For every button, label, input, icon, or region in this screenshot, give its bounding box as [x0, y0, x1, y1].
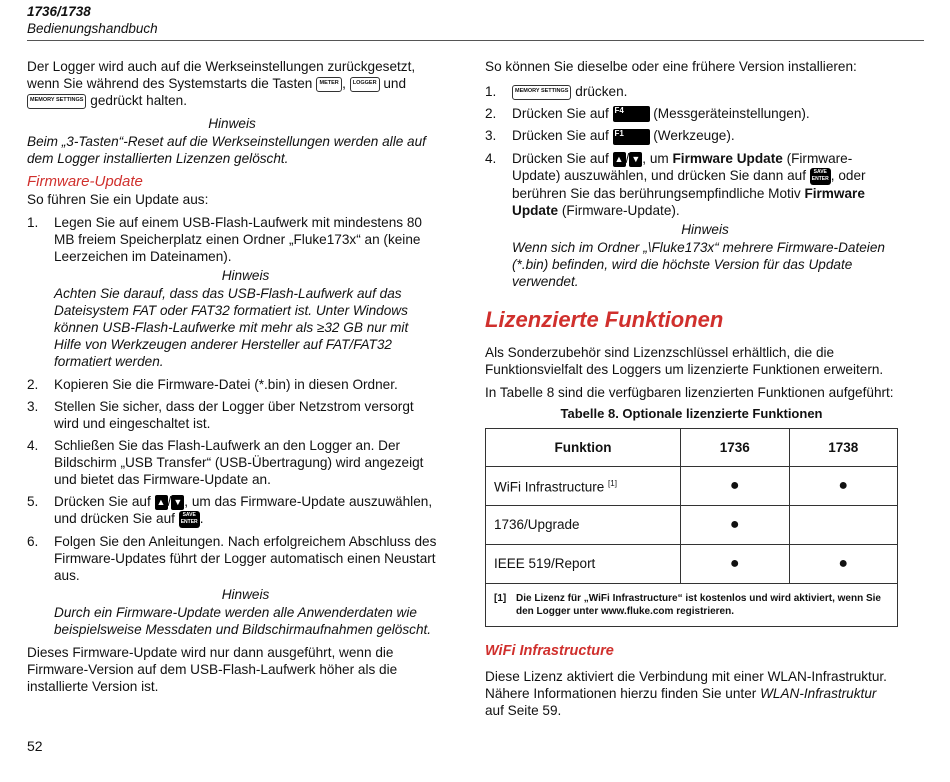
down-arrow-key-icon: ▼: [171, 495, 184, 510]
f1-key-icon: F1: [613, 129, 650, 145]
logger-key-icon: LOGGER: [350, 77, 380, 92]
header-model: 1736/1738: [27, 4, 91, 19]
table-row: WiFi Infrastructure [1] ● ●: [486, 466, 898, 505]
list-item: 4. Drücken Sie auf ▲ / ▼ , um Firmware Update (Firmware-Update) auszuwählen, und drücken Sie dann auf SAVE ENTER , oder berühren Sie das berührungsempfindliche Motiv Firmware Update (Firmware-Update). Hinweis Wenn sich im Ordner „\Fluke173x“ mehrere Firmware-Dateien (*.bin) befinden, wird die höchste Version für das Update verwendet.: [485, 150, 898, 290]
up-arrow-key-icon: ▲: [613, 152, 626, 167]
firmware-outro: Dieses Firmware-Update wird nur dann ausgeführt, wenn die Firmware-Version auf dem USB-Flash-Laufwerk höher als die installierte Version ist.: [27, 644, 398, 694]
license-table: [485, 428, 898, 584]
save-enter-key-icon: SAVE ENTER: [179, 511, 200, 528]
wifi-reference-link[interactable]: WLAN-Infrastruktur: [760, 685, 877, 701]
table-footnote: [1] Die Lizenz für „WiFi Infrastructure“ ist kostenlos und wird aktiviert, wenn Sie den Logger unter www.fluke.com registrieren.: [485, 584, 898, 627]
license-paragraph-1: Als Sonderzubehör sind Lizenzschlüssel erhältlich, die die Funktionsvielfalt des Loggers um lizenzierte Funktionen erweitern.: [485, 344, 884, 377]
header-subtitle: Bedienungshandbuch: [27, 21, 158, 36]
install-intro: So können Sie dieselbe oder eine frühere Version installieren:: [485, 59, 857, 74]
list-item: 1. MEMORY SETTINGS drücken.: [485, 84, 628, 99]
note-data-loss: Durch ein Firmware-Update werden alle Anwenderdaten wie beispielsweise Messdaten und Bildschirmaufnahmen gelöscht.: [54, 604, 432, 637]
section-title-firmware-update: Firmware-Update: [27, 173, 143, 190]
wifi-paragraph: Diese Lizenz aktiviert die Verbindung mit einer WLAN-Infrastruktur. Nähere Informationen hierzu finden Sie unter WLAN-Infrastruktur auf Seite 59.: [485, 668, 887, 718]
page-header: [27, 3, 924, 41]
list-item: 3. Drücken Sie auf F1 (Werkzeuge).: [485, 128, 735, 144]
availability-dot: ●: [789, 466, 898, 505]
up-arrow-key-icon: ▲: [155, 495, 168, 510]
list-item: 3. Stellen Sie sicher, dass der Logger über Netzstrom versorgt wird und eingeschaltet ist.: [27, 399, 414, 431]
left-column: [27, 58, 437, 701]
reset-paragraph: Der Logger wird auch auf die Werkseinstellungen zurückgesetzt, wenn Sie während des Systemstarts die Tasten METER , LOGGER und MEMORY SETTINGS gedrückt halten.: [27, 59, 416, 108]
right-column: [485, 58, 898, 725]
list-item: 4. Schließen Sie das Flash-Laufwerk an den Logger an. Der Bildschirm „USB Transfer“ (USB-Übertragung) wird angezeigt und bietet das Firmware-Update an.: [27, 438, 424, 487]
save-enter-key-icon: SAVE ENTER: [810, 168, 831, 185]
note-multiple-files: Wenn sich im Ordner „\Fluke173x“ mehrere Firmware-Dateien (*.bin) befinden, wird die höchste Version für das Update verwendet.: [512, 239, 885, 289]
meter-key-icon: METER: [316, 77, 342, 92]
down-arrow-key-icon: ▼: [629, 152, 642, 167]
f4-key-icon: F4: [613, 106, 650, 122]
section-title-wifi: WiFi Infrastructure: [485, 642, 614, 659]
availability-dot: ●: [681, 466, 790, 505]
firmware-steps: [27, 214, 437, 638]
list-item: 2. Kopieren Sie die Firmware-Datei (*.bin) in diesen Ordner.: [27, 377, 398, 392]
list-item: 1. Legen Sie auf einem USB-Flash-Laufwerk mit mindestens 80 MB freiem Speicherplatz einen Ordner „Fluke173x“ an (keine Leerzeichen im Dateinamen). Hinweis Achten Sie darauf, dass das USB-Flash-Laufwerk auf das Dateisystem FAT oder FAT32 formatiert ist. Unter Windows können USB-Flash-Laufwerke mit mehr als ≥32 GB nur mit Hilfe von Werkzeugen anderer Hersteller auf FAT/FAT32 formatiert werden.: [27, 214, 437, 370]
availability-dot: ●: [681, 505, 790, 544]
table-row: 1736/Upgrade ●: [486, 505, 898, 544]
page-number: 52: [27, 738, 43, 754]
note-reset: Beim „3-Tasten“-Reset auf die Werkseinstellungen werden alle auf dem Logger installierten Lizenzen gelöscht.: [27, 134, 426, 166]
license-paragraph-2: In Tabelle 8 sind die verfügbaren lizenzierten Funktionen aufgeführt:: [485, 384, 894, 400]
section-title-licensed-features: Lizenzierte Funktionen: [485, 306, 724, 332]
list-item: 2. Drücken Sie auf F4 (Messgeräteinstellungen).: [485, 106, 810, 121]
availability-dot: ●: [789, 544, 898, 583]
memory-settings-key-icon: MEMORY SETTINGS: [512, 85, 571, 100]
list-item: 6. Folgen Sie den Anleitungen. Nach erfolgreichem Abschluss des Firmware-Updates führt der Logger automatisch einen Neustart aus. Hinweis Durch ein Firmware-Update werden alle Anwenderdaten wie beispielsweise Messdaten und Bildschirmaufnahmen gelöscht.: [27, 533, 437, 637]
note-label: Hinweis: [208, 116, 256, 131]
table-header-row: Funktion 1736 1738: [486, 428, 898, 466]
memory-settings-key-icon: MEMORY SETTINGS: [27, 94, 86, 109]
table-caption: Tabelle 8. Optionale lizenzierte Funktionen: [560, 405, 823, 421]
table-row: IEEE 519/Report ● ●: [486, 544, 898, 583]
note-fat32: Achten Sie darauf, dass das USB-Flash-Laufwerk auf das Dateisystem FAT oder FAT32 formatiert ist. Unter Windows können USB-Flash-Laufwerke mit mehr als ≥32 GB nur mit Hilfe von Werkzeugen anderer Hersteller auf FAT/FAT32 formatiert werden.: [54, 286, 409, 369]
install-steps: [485, 83, 898, 290]
firmware-intro: So führen Sie ein Update aus:: [27, 192, 209, 207]
availability-dot: ●: [681, 544, 790, 583]
list-item: 5. Drücken Sie auf ▲ / ▼ , um das Firmware-Update auszuwählen, und drücken Sie auf SAVE ENTER .: [27, 494, 433, 526]
